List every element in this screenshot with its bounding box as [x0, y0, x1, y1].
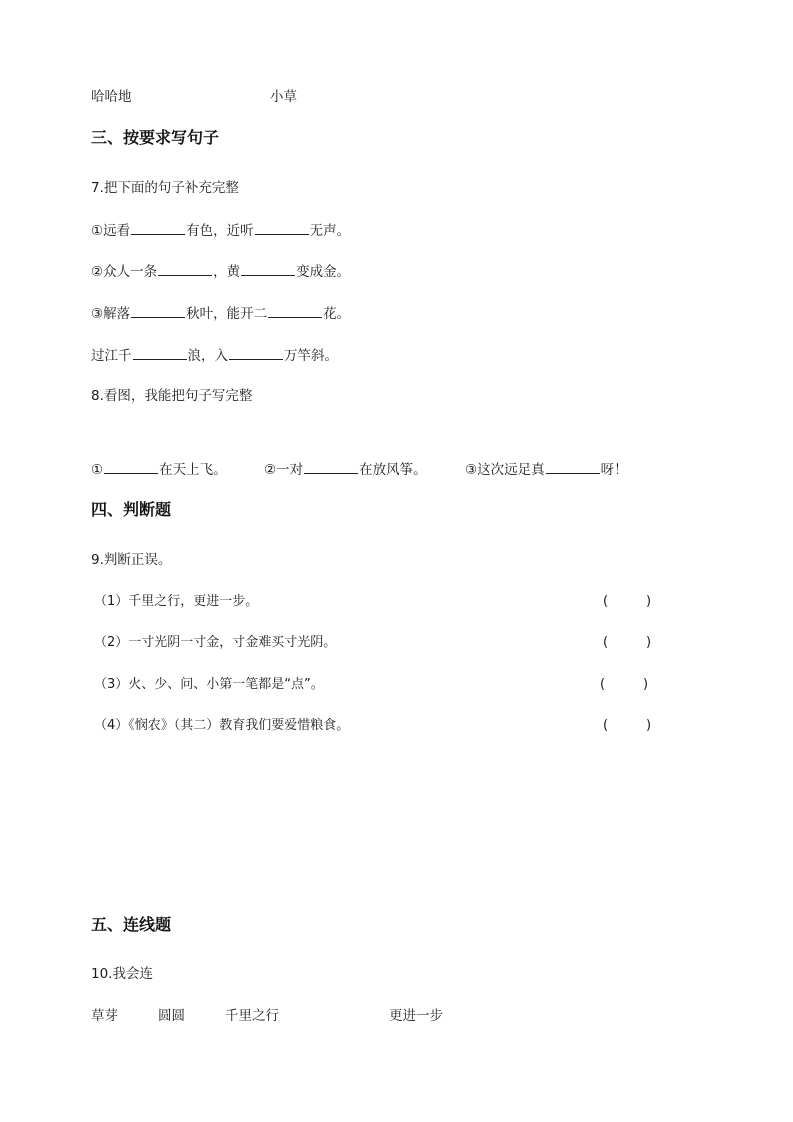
paren-open: (	[603, 635, 609, 650]
answer-blank[interactable]	[131, 304, 185, 318]
answer-blank[interactable]	[268, 304, 322, 318]
section5-heading: 五、连线题	[91, 915, 172, 934]
answer-blank[interactable]	[241, 262, 295, 276]
section4-heading: 四、判断题	[91, 500, 172, 519]
paren-open: (	[603, 718, 609, 733]
q9-item-4: （4）《悯农》（其二）教育我们要爱惜粮食。	[94, 718, 350, 733]
answer-blank[interactable]	[104, 460, 158, 474]
q7-item-2: ②众人一条 ，黄 变成金。	[91, 264, 351, 280]
answer-blank[interactable]	[304, 460, 358, 474]
paren-close: )	[643, 677, 649, 692]
paren-close: )	[646, 718, 652, 733]
answer-blank[interactable]	[229, 346, 283, 360]
q7-item-4: 过江千 浪，入 万竿斜。	[91, 348, 338, 364]
paren-close: )	[646, 594, 652, 609]
match-word[interactable]: 更进一步	[389, 1008, 443, 1024]
section3-heading: 三、按要求写句子	[91, 128, 220, 147]
q9-item-3: （3）火、少、问、小第一笔都是“点”。	[94, 677, 324, 692]
q9-title: 9.判断正误。	[91, 552, 172, 568]
match-word[interactable]: 圆圆	[158, 1008, 185, 1024]
paren-open: (	[600, 677, 606, 692]
answer-blank[interactable]	[133, 346, 187, 360]
answer-blank[interactable]	[255, 221, 309, 235]
q7-item-3: ③解落 秋叶，能开二 花。	[91, 306, 351, 322]
q9-item-2: （2）一寸光阴一寸金，寸金难买寸光阴。	[94, 635, 337, 650]
word-left: 哈哈地	[91, 89, 132, 105]
q8-item-2: ②一对 在放风筝。	[264, 462, 427, 478]
paren-close: )	[646, 635, 652, 650]
q9-item-1: （1）千里之行，更进一步。	[94, 594, 259, 609]
q8-item-1: ① 在天上飞。	[91, 462, 227, 478]
q8-title: 8.看图，我能把句子写完整	[91, 388, 253, 404]
q8-item-3: ③这次远足真 呀！	[465, 462, 628, 478]
paren-open: (	[603, 594, 609, 609]
word-right: 小草	[270, 89, 297, 105]
q7-title: 7.把下面的句子补充完整	[91, 180, 239, 196]
answer-blank[interactable]	[158, 262, 212, 276]
q7-item-1: ①远看 有色，近听 无声。	[91, 223, 351, 239]
match-word[interactable]: 千里之行	[225, 1008, 279, 1024]
answer-blank[interactable]	[546, 460, 600, 474]
answer-blank[interactable]	[131, 221, 185, 235]
q10-title: 10.我会连	[91, 966, 153, 982]
match-word[interactable]: 草芽	[91, 1008, 118, 1024]
